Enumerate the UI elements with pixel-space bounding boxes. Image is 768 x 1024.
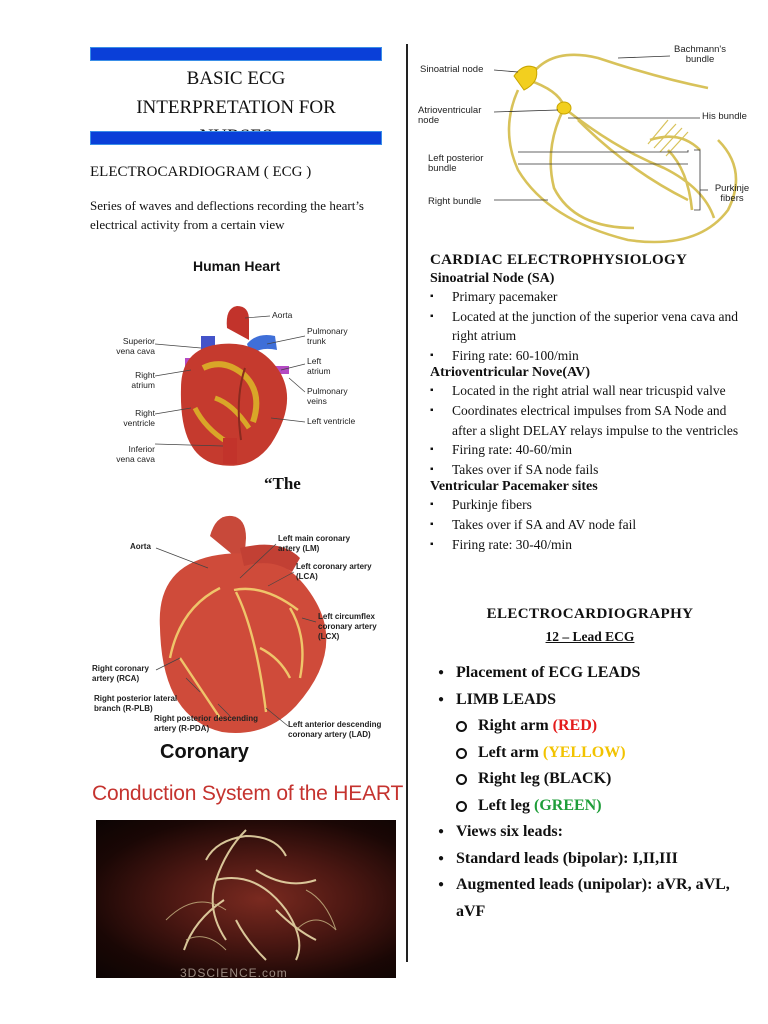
limb-item (432, 793, 752, 820)
label-right-atrium: Right atrium (131, 370, 155, 390)
heart-illustration (95, 248, 395, 470)
av-item: ▪ Firing rate: 40-60/min (430, 440, 750, 460)
label-lca: Left coronary artery (LCA) (296, 562, 372, 581)
lead-list-2 (432, 819, 752, 925)
title-line-1: BASIC ECG (186, 68, 286, 89)
limb-color: (BLACK) (543, 770, 612, 787)
ventricular-heading: Ventricular Pacemaker sites (430, 479, 598, 495)
label-pulmonary-veins: Pulmonary veins (307, 386, 348, 406)
document-title (90, 64, 382, 130)
lead-list (432, 660, 752, 713)
limb-leads-item (432, 687, 752, 714)
ventricular-item: ▪ Takes over if SA and AV node fail (430, 515, 750, 535)
title-line-2: INTERPRETATION FOR (136, 97, 336, 118)
av-item: ▪ Takes over if SA node fails (430, 460, 750, 480)
sa-item: ▪ Located at the junction of the superior vena cava and right atrium (430, 307, 750, 346)
limb-item (432, 713, 752, 740)
heart-figure-title: Human Heart (193, 258, 281, 274)
label-left-posterior-bundle: Left posterior bundle (428, 153, 484, 174)
av-heading: Atrioventricular Nove(AV) (430, 365, 591, 381)
conduction-diagram (418, 40, 758, 246)
label-left-ventricle: Left ventricle (307, 416, 356, 426)
sa-item: ▪ Primary pacemaker (430, 287, 750, 307)
standard-item: ● Standard leads (bipolar): I,II,III (432, 846, 752, 873)
label-rpda: Right posterior descending artery (R-PDA) (154, 714, 259, 733)
av-item: ▪ Located in the right atrial wall near tricuspid valve (430, 381, 750, 401)
label-purkinje-fibers: Purkinje fibers (714, 183, 750, 204)
label-rca: Right coronary artery (RCA) (92, 664, 149, 683)
limb-item (432, 740, 752, 767)
label-lcx: Left circumflex coronary artery (LCX) (318, 612, 377, 641)
electrophysiology-heading: CARDIAC ELECTROPHYSIOLOGY (430, 252, 688, 268)
label-av-node: Atrioventricular node (418, 105, 482, 126)
ventricular-item: ▪ Purkinje fibers (430, 495, 750, 515)
coronary-figure (90, 508, 390, 746)
av-item: ▪ Coordinates electrical impulses from SA Node and after a slight DELAY relays impulse to the ventricles (430, 401, 750, 440)
limb-name: Right arm (478, 717, 549, 734)
column-divider (406, 44, 408, 962)
limb-list (432, 713, 752, 819)
label-lad: Left anterior descending coronary artery (LAD) (288, 720, 382, 739)
conduction-fibers-graphic (96, 820, 396, 978)
conduction-system-title: Conduction System of the HEART (92, 782, 404, 805)
label-pulmonary-trunk: Pulmonary trunk (307, 326, 348, 346)
ventricular-list (430, 495, 750, 554)
the-caption: “The (264, 474, 301, 493)
sa-item: ▪ Firing rate: 60-100/min (430, 346, 750, 366)
limb-name: Left leg (478, 796, 530, 814)
label-svc: Superior vena cava (116, 336, 155, 356)
views-item: ● Views six leads: (432, 819, 752, 846)
label-his-bundle: His bundle (702, 111, 747, 122)
label-right-ventricle: Right ventricle (123, 408, 155, 428)
label-aorta: Aorta (272, 310, 293, 320)
electrocardiography-heading: ELECTROCARDIOGRAPHY (486, 606, 694, 622)
av-list (430, 381, 750, 479)
coronary-caption: Coronary (160, 741, 249, 763)
label-bachmann-bundle: Bachmann's bundle (674, 44, 726, 65)
conduction-3d-image (96, 820, 396, 978)
label-coronary-aorta: Aorta (130, 542, 151, 551)
title-bar-top (90, 47, 382, 61)
limb-color: (RED) (552, 717, 598, 734)
limb-color: (GREEN) (533, 796, 602, 814)
label-sinoatrial-node: Sinoatrial node (420, 64, 484, 75)
limb-leads-label: LIMB LEADS (456, 690, 557, 708)
ventricular-item: ▪ Firing rate: 30-40/min (430, 535, 750, 555)
twelve-lead-heading: 12 – Lead ECG (545, 629, 635, 644)
label-left-atrium: Left atrium (307, 356, 331, 376)
limb-name: Left arm (478, 743, 539, 761)
limb-name: Right leg (478, 770, 540, 787)
ecg-description: Series of waves and deflections recording the heart’s electrical activity from a certain view (90, 198, 364, 232)
human-heart-figure (95, 248, 395, 470)
limb-item (432, 766, 752, 793)
sa-list (430, 287, 750, 365)
label-lm: Left main coronary artery (LM) (278, 534, 351, 553)
placement-item: ● Placement of ECG LEADS (432, 660, 752, 687)
label-rplb: Right posterior lateral branch (R-PLB) (94, 694, 178, 713)
limb-color: (YELLOW) (542, 743, 626, 761)
label-ivc: Inferior vena cava (116, 444, 155, 464)
sa-heading: Sinoatrial Node (SA) (430, 271, 555, 286)
title-bar-bottom (90, 131, 382, 145)
augmented-item: ● Augmented leads (unipolar): aVR, aVL, aVF (432, 872, 752, 925)
label-right-bundle: Right bundle (428, 196, 482, 207)
watermark: 3DSCIENCE.com (180, 966, 288, 980)
ecg-heading: ELECTROCARDIOGRAM ( ECG ) (90, 164, 312, 180)
